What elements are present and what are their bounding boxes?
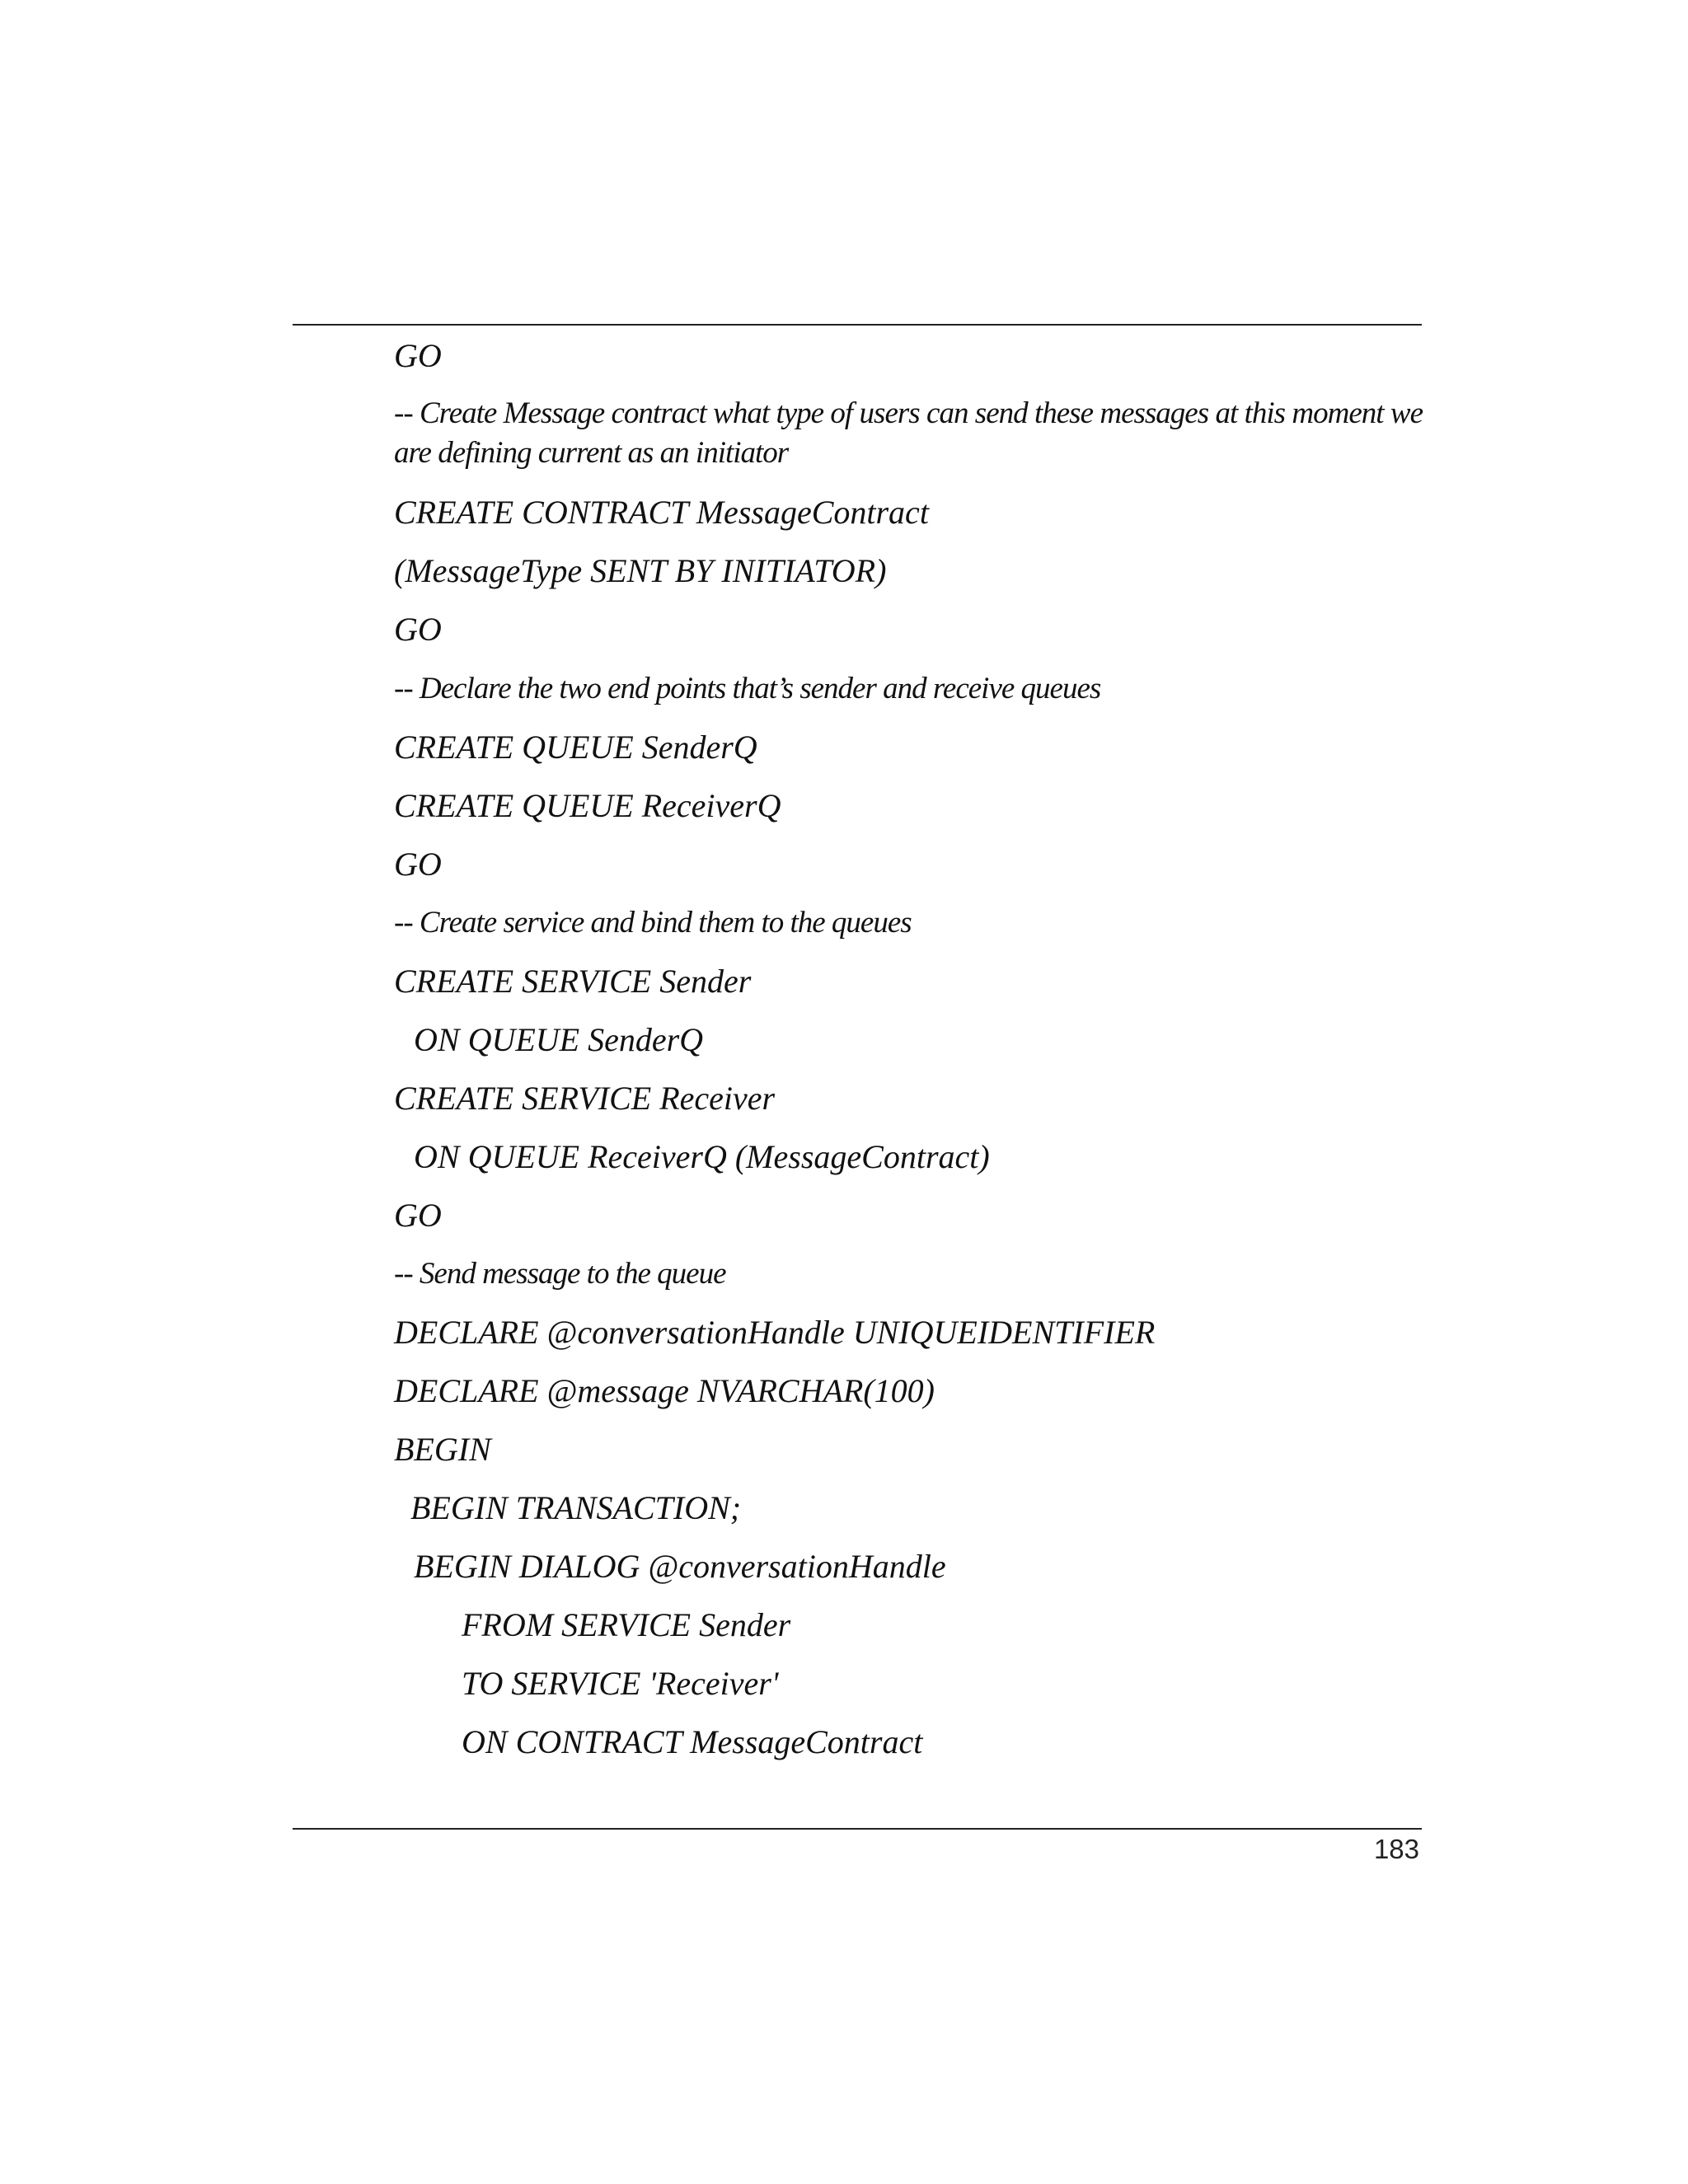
code-line: CREATE QUEUE SenderQ xyxy=(394,729,757,766)
code-line: GO xyxy=(394,846,442,883)
code-line: ON CONTRACT MessageContract xyxy=(462,1723,923,1760)
code-line: GO xyxy=(394,1197,442,1234)
code-line: GO xyxy=(394,611,442,648)
code-line: DECLARE @message NVARCHAR(100) xyxy=(394,1372,935,1409)
code-line: CREATE SERVICE Sender xyxy=(394,963,752,1000)
footer-rule xyxy=(293,1828,1422,1830)
code-comment: -- Create service and bind them to the queues xyxy=(394,906,912,940)
page-number: 183 xyxy=(1373,1834,1419,1864)
code-line: (MessageType SENT BY INITIATOR) xyxy=(394,552,887,589)
code-line: DECLARE @conversationHandle UNIQUEIDENTIFIER xyxy=(394,1314,1156,1351)
header-rule xyxy=(293,324,1422,326)
code-line: ON QUEUE ReceiverQ (MessageContract) xyxy=(414,1138,990,1175)
code-line: CREATE QUEUE ReceiverQ xyxy=(394,787,781,824)
code-line: BEGIN xyxy=(394,1431,491,1468)
code-comment: -- Create Message contract what type of users can send these messages at this moment we are defining current as an initiator xyxy=(394,396,1423,470)
code-line: CREATE SERVICE Receiver xyxy=(394,1080,776,1117)
code-comment: -- Send message to the queue xyxy=(394,1257,726,1291)
code-line: BEGIN TRANSACTION; xyxy=(410,1489,742,1526)
code-line: GO xyxy=(394,337,442,374)
code-comment: -- Declare the two end points that’s sender and receive queues xyxy=(394,672,1101,705)
code-line: TO SERVICE 'Receiver' xyxy=(462,1665,779,1702)
code-line: BEGIN DIALOG @conversationHandle xyxy=(414,1548,946,1585)
code-line: ON QUEUE SenderQ xyxy=(414,1021,704,1058)
code-line: CREATE CONTRACT MessageContract xyxy=(394,494,929,531)
code-line: FROM SERVICE Sender xyxy=(462,1606,791,1643)
